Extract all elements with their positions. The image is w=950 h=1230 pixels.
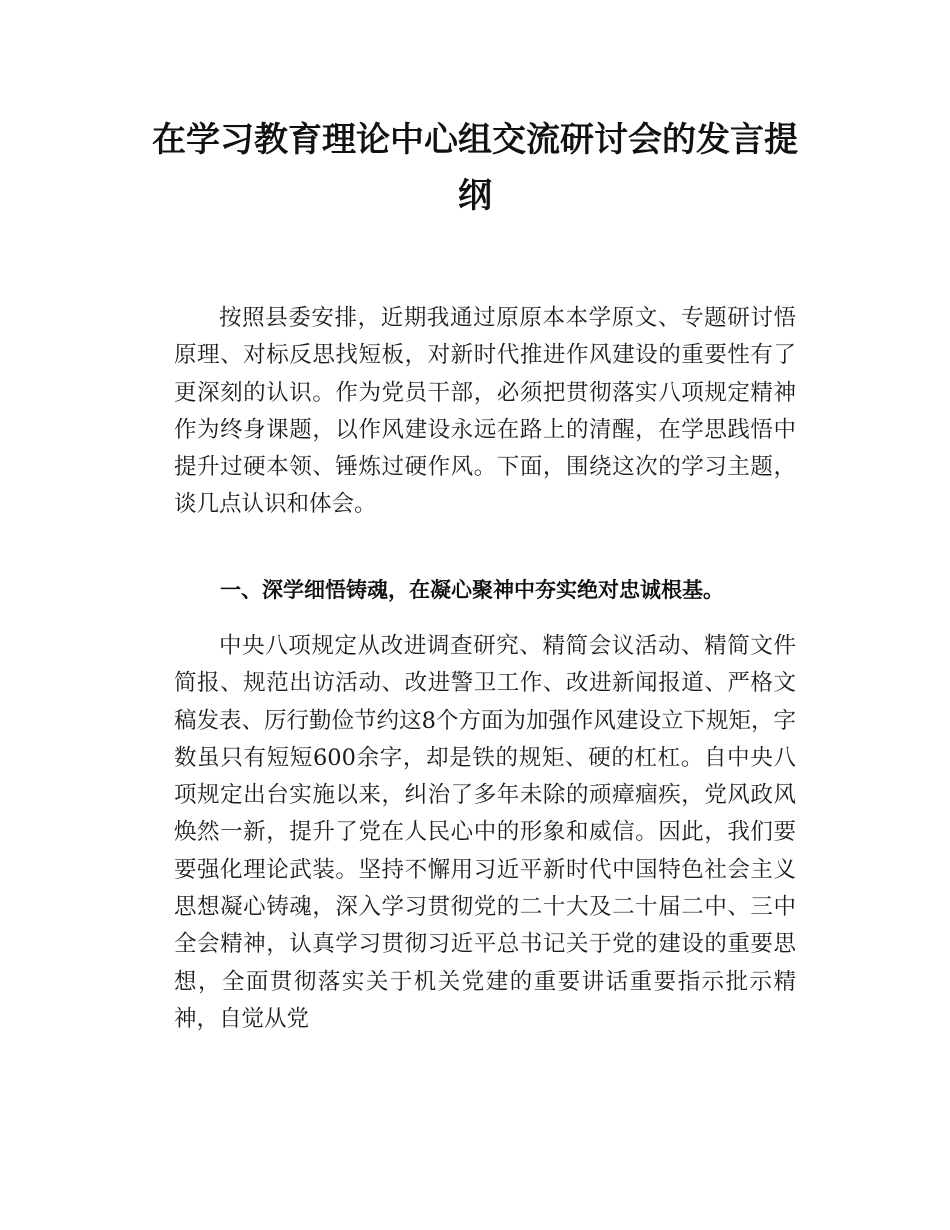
section-paragraph: 中央八项规定从改进调查研究、精简会议活动、精简文件简报、规范出访活动、改进警卫工作、改进新闻报道、严格文稿发表、厉行勤俭节约这8个方面为加强作风建设立下规矩，字数虽只有短短600余字，却是铁的规矩、硬的杠杠。自中央八项规定出台实施以来，纠治了多年未除的顽瘴痼疾，党风政风焕然一新，提升了党在人民心中的形象和威信。因此，我们要要强化理论武装。坚持不懈用习近平新时代中国特色社会主义思想凝心铸魂，深入学习贯彻党的二十大及二十届二中、三中全会精神，认真学习贯彻习近平总书记关于党的建设的重要思想，全面贯彻落实关于机关党建的重要讲话重要指示批示精神，自觉从党 <box>174 633 796 1032</box>
document-title: 在学习教育理论中心组交流研讨会的发言提纲 <box>152 120 798 216</box>
section-heading: 一、深学细悟铸魂，在凝心聚神中夯实绝对忠诚根基。 <box>220 578 724 602</box>
intro-paragraph: 按照县委安排，近期我通过原原本本学原文、专题研讨悟原理、对标反思找短板，对新时代推进作风建设的重要性有了更深刻的认识。作为党员干部，必须把贯彻落实八项规定精神作为终身课题，以作风建设永远在路上的清醒，在学思践悟中提升过硬本领、锤炼过硬作风。下面，围绕这次的学习主题，谈几点认识和体会。 <box>174 305 796 518</box>
